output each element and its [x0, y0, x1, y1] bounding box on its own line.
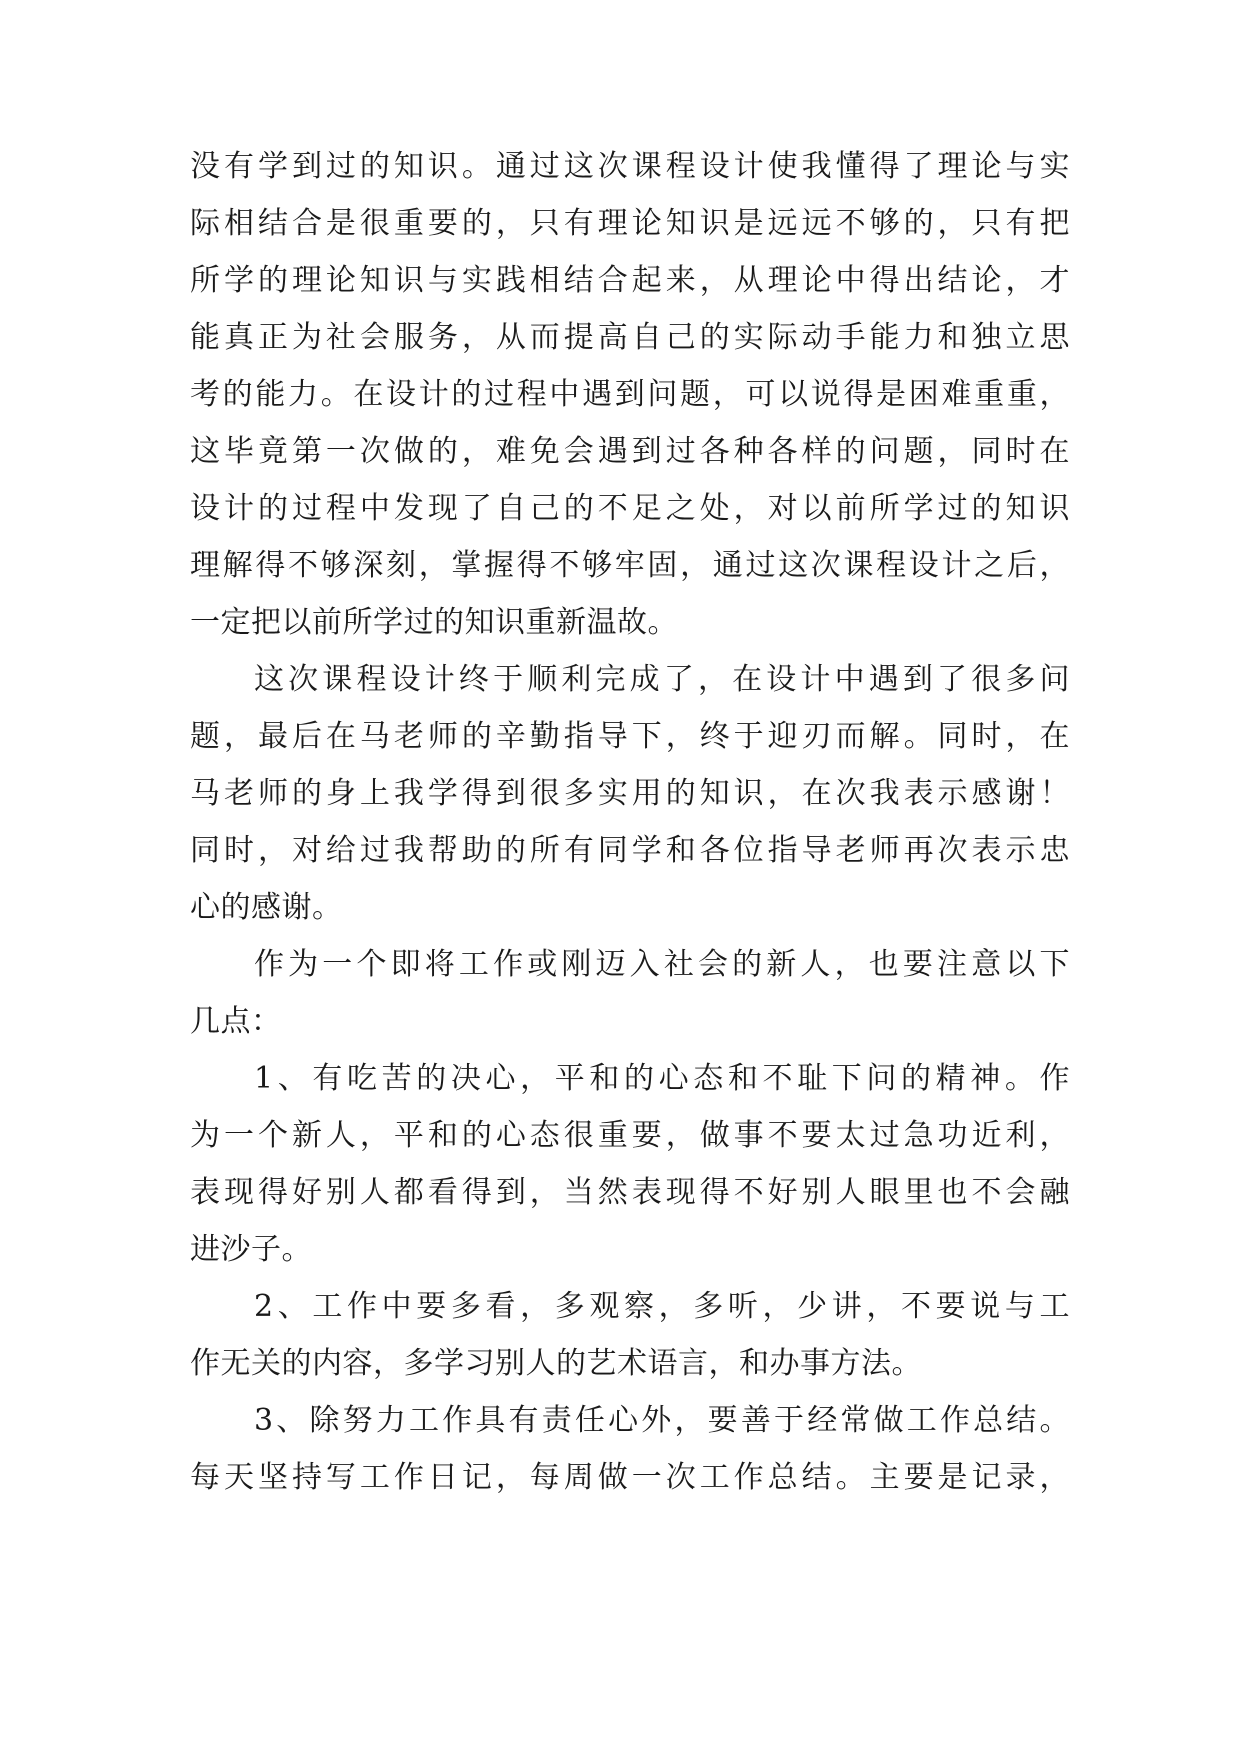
- text-line: 进沙子。: [190, 1232, 312, 1267]
- text-line: 际相结合是很重要的，只有理论知识是远远不够的，只有把: [190, 206, 1070, 241]
- paragraph: [190, 651, 1070, 936]
- text-line: 没有学到过的知识。通过这次课程设计使我懂得了理论与实: [190, 149, 1070, 184]
- text-line: 考的能力。在设计的过程中遇到问题，可以说得是困难重重，: [190, 377, 1070, 412]
- text-line: 表现得好别人都看得到，当然表现得不好别人眼里也不会融: [190, 1175, 1070, 1210]
- paragraph: [190, 1392, 1070, 1506]
- text-line: 为一个新人，平和的心态很重要，做事不要太过急功近利，: [190, 1118, 1070, 1153]
- paragraph: [190, 138, 1070, 651]
- text-line: 同时，对给过我帮助的所有同学和各位指导老师再次表示忠: [190, 833, 1070, 868]
- text-line: 设计的过程中发现了自己的不足之处，对以前所学过的知识: [190, 491, 1070, 526]
- text-line: 1、有吃苦的决心，平和的心态和不耻下问的精神。作: [254, 1061, 1070, 1096]
- paragraph: [190, 1050, 1070, 1278]
- text-line: 这次课程设计终于顺利完成了，在设计中遇到了很多问: [254, 662, 1070, 697]
- text-line: 作为一个即将工作或刚迈入社会的新人，也要注意以下: [254, 947, 1070, 982]
- text-line: 所学的理论知识与实践相结合起来，从理论中得出结论，才: [190, 263, 1070, 298]
- text-line: 一定把以前所学过的知识重新温故。: [190, 605, 678, 640]
- text-line: 2、工作中要多看，多观察，多听，少讲，不要说与工: [254, 1289, 1070, 1324]
- text-line: 作无关的内容，多学习别人的艺术语言，和办事方法。: [190, 1346, 922, 1381]
- text-line: 能真正为社会服务，从而提高自己的实际动手能力和独立思: [190, 320, 1070, 355]
- paragraph: [190, 936, 1070, 1050]
- text-line: 这毕竟第一次做的，难免会遇到过各种各样的问题，同时在: [190, 434, 1070, 469]
- text-line: 理解得不够深刻，掌握得不够牢固，通过这次课程设计之后，: [190, 548, 1070, 583]
- document-page: [190, 138, 1070, 1506]
- text-line: 每天坚持写工作日记，每周做一次工作总结。主要是记录，: [190, 1460, 1070, 1495]
- text-line: 几点：: [190, 1004, 282, 1039]
- text-line: 题，最后在马老师的辛勤指导下，终于迎刃而解。同时，在: [190, 719, 1070, 754]
- text-line: 3、除努力工作具有责任心外，要善于经常做工作总结。: [254, 1403, 1070, 1438]
- text-line: 心的感谢。: [190, 890, 343, 925]
- paragraph: [190, 1278, 1070, 1392]
- text-line: 马老师的身上我学得到很多实用的知识，在次我表示感谢！: [190, 776, 1070, 811]
